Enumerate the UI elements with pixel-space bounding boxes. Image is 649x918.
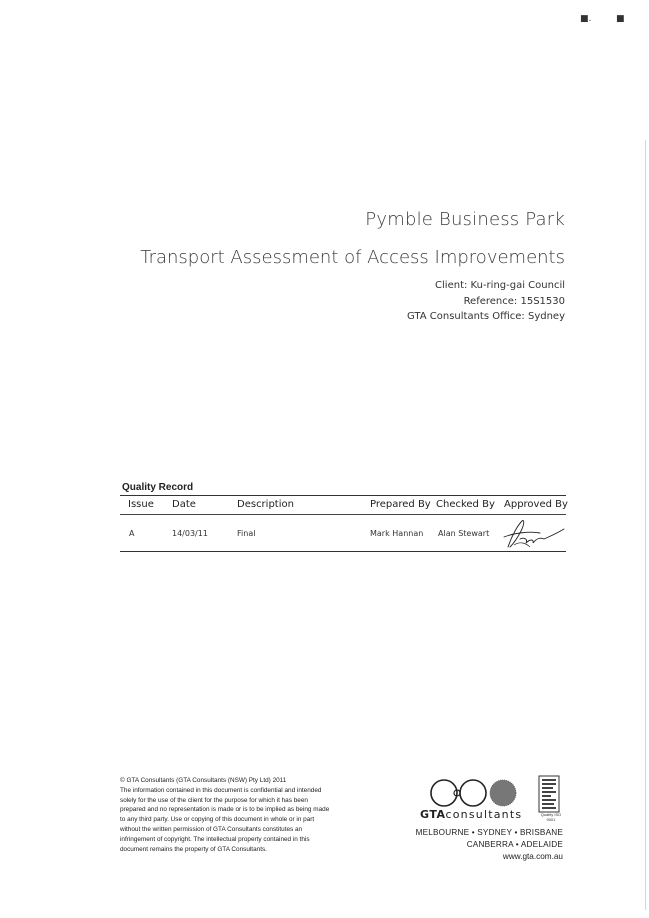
quality-record-table — [120, 495, 566, 552]
column-header-date: Date — [172, 499, 196, 510]
brand-wordmark — [420, 808, 522, 821]
offices-line: CANBERRA • ADELAIDE — [466, 839, 563, 849]
copyright-line: infringement of copyright. The intellectual property contained in this — [120, 835, 310, 843]
column-header-prepared-by: Prepared By — [370, 499, 431, 510]
table-row — [120, 515, 566, 551]
copyright-line: © GTA Consultants (GTA Consultants (NSW) Pty Ltd) 2011 — [120, 777, 287, 784]
cell-prepared-by: Mark Hannan — [370, 529, 424, 538]
brand-wordmark-bold: GTA — [420, 808, 446, 821]
gta-logo-icon — [427, 776, 521, 810]
cell-date: 14/03/11 — [172, 529, 208, 538]
cell-checked-by: Alan Stewart — [438, 529, 490, 538]
copyright-line: solely for the use of the client for the purpose for which it has been — [120, 796, 308, 804]
client-line: Client: Ku-ring-gai Council — [435, 280, 565, 291]
table-header-row — [120, 496, 566, 514]
scan-edge-line — [645, 140, 646, 910]
document-meta — [407, 278, 565, 325]
copyright-line: document remains the property of GTA Consultants. — [120, 845, 267, 853]
cell-description: Final — [237, 529, 256, 538]
column-header-description: Description — [237, 499, 294, 510]
table-bottom-rule — [120, 551, 566, 552]
quality-certification-badge-icon — [538, 775, 560, 815]
offices-line: MELBOURNE • SYDNEY • BRISBANE — [415, 828, 563, 837]
copyright-line: without the written permission of GTA Consultants constitutes an — [120, 825, 303, 833]
document-title: Pymble Business Park — [365, 209, 565, 230]
office-locations — [416, 827, 563, 850]
office-line: GTA Consultants Office: Sydney — [407, 311, 565, 322]
corner-mark: ■. — [580, 14, 592, 24]
copyright-notice — [120, 776, 356, 854]
quality-record-heading: Quality Record — [122, 482, 194, 493]
quality-badge-caption: Quality ISO 9001 — [540, 812, 562, 822]
approval-signature — [500, 517, 566, 551]
column-header-approved-by: Approved By — [504, 499, 568, 510]
website-url: www.gta.com.au — [502, 852, 563, 861]
brand-wordmark-rest: consultants — [445, 808, 523, 821]
document-subtitle: Transport Assessment of Access Improvements — [140, 247, 565, 268]
reference-line: Reference: 15S1530 — [463, 295, 565, 307]
corner-mark: ■ — [616, 14, 625, 24]
copyright-line: prepared and no representation is made or is to be implied as being made — [120, 806, 330, 814]
copyright-line: The information contained in this document is confidential and intended — [120, 786, 322, 794]
cell-issue: A — [129, 529, 135, 538]
copyright-line: to any third party. Use or copying of this document in whole or in part — [120, 816, 315, 824]
column-header-issue: Issue — [128, 499, 154, 510]
column-header-checked-by: Checked By — [436, 499, 495, 510]
